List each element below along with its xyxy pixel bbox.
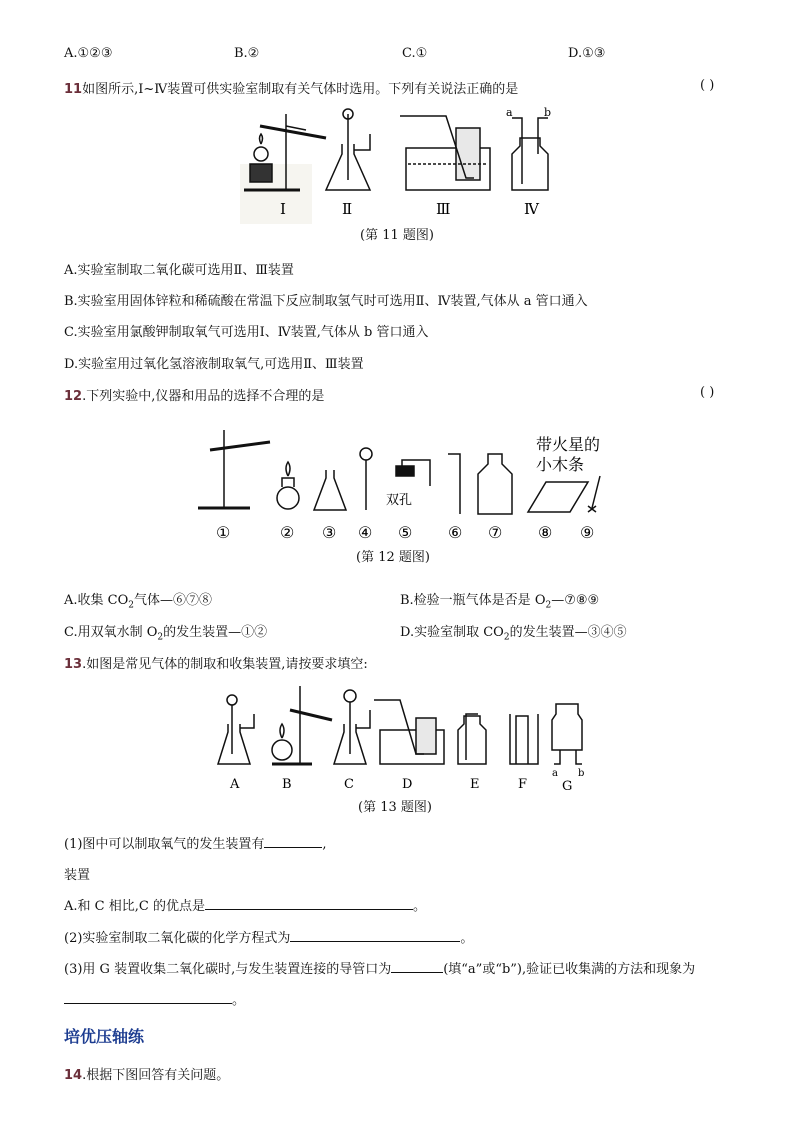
- q13-label-g: G: [562, 779, 573, 794]
- q13-part-2: (2)实验室制取二氧化碳的化学方程式为 。: [64, 927, 473, 946]
- q13-part-1: (1)图中可以制取氧气的发生装置有 ,: [64, 833, 327, 852]
- q12-hole-label: 双孔: [386, 493, 413, 508]
- q11-option-c: C.实验室用氯酸钾制取氧气可选用Ⅰ、Ⅳ装置,气体从 b 管口通入: [64, 325, 429, 340]
- q11-option-b: B.实验室用固体锌粒和稀硫酸在常温下反应制取氢气时可选用Ⅱ、Ⅳ装置,气体从 a 管口通入: [64, 294, 588, 309]
- q13-part-3b: 。: [64, 989, 245, 1008]
- q12-splint-label-1: 带火星的: [536, 435, 601, 454]
- q14-number: 14: [64, 1068, 83, 1083]
- q13-label-b: B: [282, 777, 292, 792]
- prev-option-a: A.①②③: [64, 46, 113, 61]
- q11-stem-text: 如图所示,Ⅰ~Ⅳ装置可供实验室制取有关气体时选用。下列有关说法正确的是: [82, 82, 519, 97]
- q11-number: 11: [64, 82, 83, 97]
- q12-number: 12: [64, 389, 83, 404]
- q12-label-9: ⑨: [580, 523, 595, 542]
- q13-label-port-a: a: [552, 768, 558, 779]
- q13-blank-1[interactable]: [264, 834, 322, 848]
- q13-label-e: E: [470, 777, 480, 792]
- q11-option-d: D.实验室用过氧化氢溶液制取氧气,可选用Ⅱ、Ⅲ装置: [64, 357, 364, 372]
- q11-answer-paren: ( ): [700, 78, 715, 93]
- prev-option-b: B.②: [234, 46, 260, 61]
- q12-label-4: ④: [358, 523, 373, 542]
- q13-label-f: F: [518, 777, 528, 792]
- q12-label-6: ⑥: [448, 523, 463, 542]
- q13-label-a: A: [230, 777, 240, 792]
- q12-label-7: ⑦: [488, 523, 503, 542]
- q11-label-iv: Ⅳ: [524, 200, 539, 218]
- q11-option-a: A.实验室制取二氧化碳可选用Ⅱ、Ⅲ装置: [64, 263, 294, 278]
- q13-blank-5[interactable]: [64, 990, 232, 1004]
- q13-label-c: C: [344, 777, 354, 792]
- q11-label-i: Ⅰ: [280, 200, 286, 218]
- q13-blank-2[interactable]: [205, 896, 413, 910]
- q14-stem: [64, 1064, 229, 1083]
- q13-caption: (第 13 题图): [358, 800, 432, 815]
- q12-caption: (第 12 题图): [356, 550, 430, 565]
- q12-label-1: ①: [216, 523, 231, 542]
- q11-apparatus-iv: [512, 118, 548, 190]
- q12-label-5: ⑤: [398, 523, 413, 542]
- q13-stem-text: .如图是常见气体的制取和收集装置,请按要求填空:: [82, 657, 368, 672]
- q13-part-1b: 装置: [64, 868, 91, 883]
- q12-label-3: ③: [322, 523, 337, 542]
- q12-option-c: C.用双氧水制 $O_2$的发生装置—①②: [64, 625, 268, 643]
- q12-option-d: D.实验室制取 $CO_2$的发生装置—③④⑤: [400, 625, 627, 643]
- q12-option-a: A.收集 $CO_2$气体—⑥⑦⑧: [64, 593, 213, 611]
- prev-option-c: C.①: [402, 46, 428, 61]
- q13-blank-4[interactable]: [391, 959, 443, 973]
- q13-part-3: (3)用 G 装置收集二氧化碳时,与发生装置连接的导管口为 (填“a”或“b”),验证已收集满的方法和现象为: [64, 958, 695, 977]
- q11-label-b: b: [544, 106, 552, 119]
- q11-label-ii: Ⅱ: [342, 200, 353, 218]
- section-title: 培优压轴练: [64, 1027, 145, 1046]
- q13-label-d: D: [402, 777, 413, 792]
- q13-figure: [210, 680, 590, 804]
- q12-stem-text: .下列实验中,仪器和用品的选择不合理的是: [82, 389, 325, 404]
- q11-apparatus-iii: [400, 116, 490, 190]
- prev-option-d: D.①③: [568, 46, 606, 61]
- q12-option-b: B.检验一瓶气体是否是 $O_2—⑦⑧⑨$: [400, 593, 600, 611]
- q12-splint-label-2: 小木条: [536, 455, 585, 474]
- q11-caption: (第 11 题图): [360, 228, 434, 243]
- q11-label-iii: Ⅲ: [436, 200, 451, 218]
- q12-label-8: ⑧: [538, 523, 553, 542]
- q11-stem: [64, 78, 518, 97]
- q13-label-port-b: b: [578, 768, 585, 779]
- q11-apparatus-ii: [326, 109, 370, 190]
- q13-blank-3[interactable]: [290, 928, 460, 942]
- q14-stem-text: .根据下图回答有关问题。: [82, 1068, 230, 1083]
- q13-part-1c: A.和 C 相比,C 的优点是 。: [64, 895, 426, 914]
- q13-stem: [64, 653, 368, 672]
- q12-label-2: ②: [280, 523, 295, 542]
- q11-label-a: a: [506, 106, 513, 119]
- q12-answer-paren: ( ): [700, 385, 715, 400]
- q12-stem: [64, 385, 324, 404]
- q13-number: 13: [64, 657, 83, 672]
